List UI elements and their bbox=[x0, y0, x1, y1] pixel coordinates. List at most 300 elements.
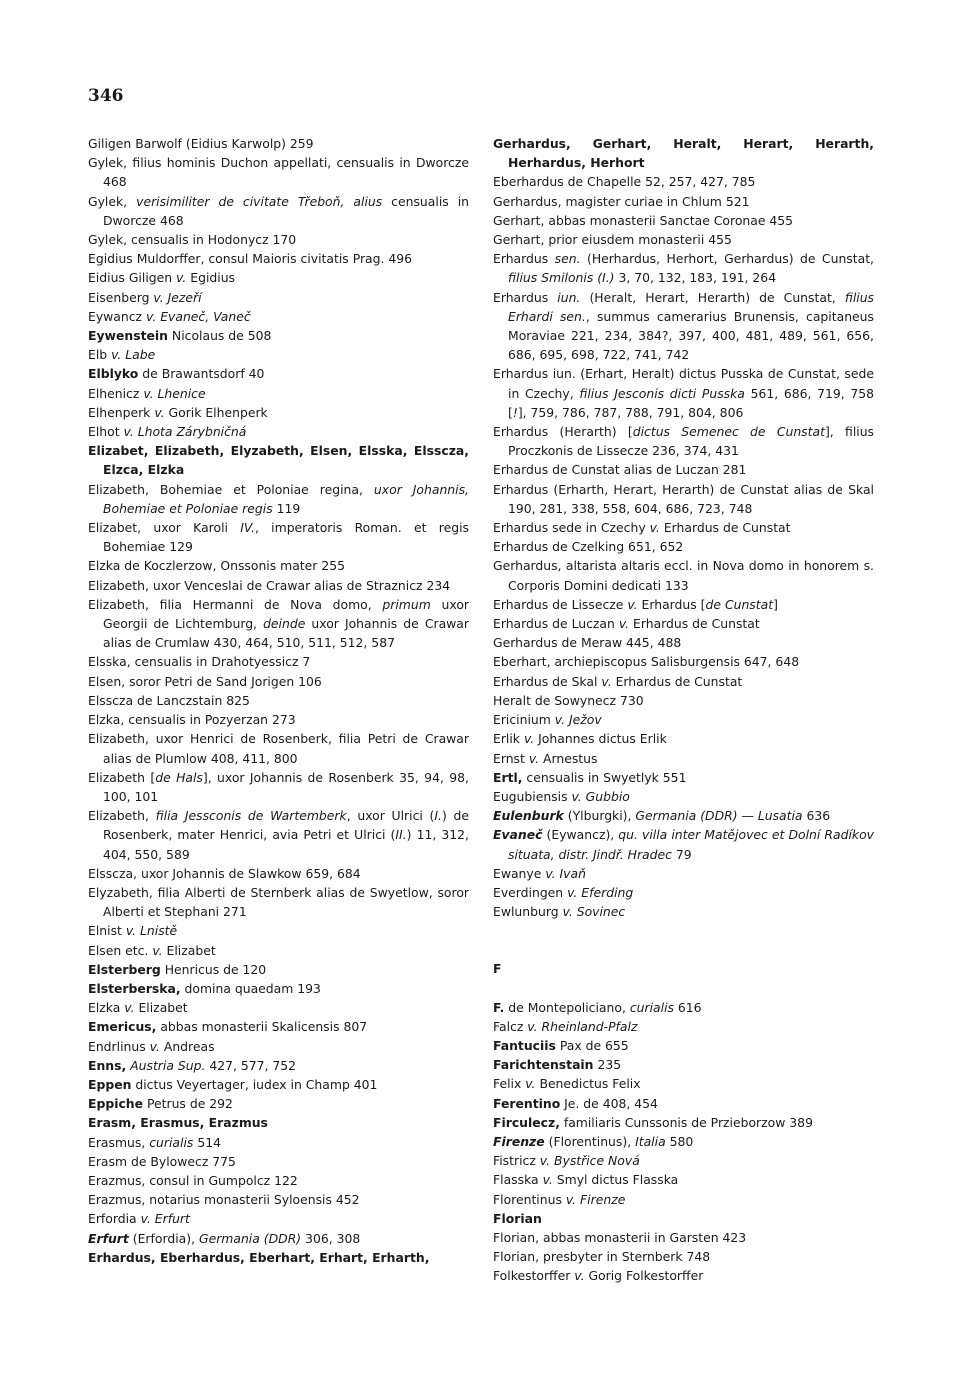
entry-text: (Herhardus, Herhort, Gerhardus) de Cunstat, bbox=[580, 251, 874, 267]
index-entry bbox=[493, 172, 874, 191]
entry-italic-text: v. Sovinec bbox=[562, 904, 626, 920]
entry-text: Elyzabeth, filia Alberti de Sternberk alias de Swyetlow, soror Alberti et Stephani 271 bbox=[88, 884, 469, 920]
entry-italic-text: v. Ježov bbox=[554, 712, 602, 728]
entry-text: Everdingen bbox=[493, 884, 568, 900]
entry-text: Endrlinus bbox=[88, 1038, 150, 1054]
entry-italic-text: v. Bystřice Nová bbox=[539, 1153, 640, 1169]
entry-text: Erhardus (Herarth) [ bbox=[493, 424, 633, 440]
index-entry bbox=[88, 672, 469, 691]
entry-italic-text: v. bbox=[525, 1076, 536, 1092]
entry-italic-text: filius Erhardi sen. bbox=[508, 289, 875, 324]
index-entry bbox=[493, 249, 874, 287]
entry-text: Erlik bbox=[493, 731, 524, 747]
entry-text: Petrus de 292 bbox=[143, 1096, 233, 1112]
index-entry bbox=[88, 441, 469, 479]
entry-text: Erasm de Bylowecz 775 bbox=[88, 1153, 236, 1169]
entry-text: Elhenperk bbox=[88, 404, 155, 420]
entry-text: Elizabet bbox=[162, 942, 216, 958]
entry-text: Gerhart, abbas monasterii Sanctae Coronae 455 bbox=[493, 212, 794, 228]
entry-text: Elsen etc. bbox=[88, 942, 153, 958]
entry-text: Elhot bbox=[88, 424, 124, 440]
entry-text: Nicolaus de 508 bbox=[167, 328, 272, 344]
index-entry bbox=[493, 518, 874, 537]
index-entry bbox=[88, 134, 469, 153]
entry-text: Gylek, filius hominis Duchon appellati, censualis in Dworcze 468 bbox=[88, 155, 469, 190]
entry-italic-text: v. Jezeří bbox=[153, 289, 202, 305]
index-entry bbox=[493, 864, 874, 883]
index-entry bbox=[88, 230, 469, 249]
entry-italic-text: v. Evaneč, Vaneč bbox=[146, 308, 251, 324]
index-entry bbox=[493, 1170, 874, 1189]
entry-italic-text: v. Lhota Zárybničná bbox=[123, 424, 247, 440]
entry-text: ], filius Proczkonis de Lissecze 236, 374, 431 bbox=[508, 424, 875, 459]
entry-headword: Elsterberska, bbox=[88, 980, 181, 996]
entry-text: Erazmus, consul in Gumpolcz 122 bbox=[88, 1172, 298, 1188]
index-entry bbox=[88, 1075, 469, 1094]
entry-text: (Florentinus), bbox=[544, 1133, 636, 1149]
index-entry bbox=[493, 1094, 874, 1113]
entry-text: Gorik Elhenperk bbox=[164, 404, 268, 420]
entry-italic-text: curialis bbox=[149, 1134, 194, 1150]
index-entry bbox=[493, 652, 874, 671]
entry-text: (Eywancz), bbox=[542, 827, 619, 843]
entry-text: , imperatoris Roman. et regis Bohemiae 129 bbox=[103, 520, 469, 555]
entry-text: Erhardus bbox=[493, 251, 555, 267]
entry-headword: Fantuciis bbox=[493, 1037, 556, 1053]
entry-text: Elzka de Koczlerzow, Onssonis mater 255 bbox=[88, 558, 345, 574]
entry-text: Eidius Giligen bbox=[88, 270, 177, 286]
entry-text: Erhardus de Czelking 651, 652 bbox=[493, 539, 684, 555]
entry-text: Elhenicz bbox=[88, 385, 144, 401]
entry-text: Elzka, censualis in Pozyerzan 273 bbox=[88, 712, 296, 728]
entry-text: Eberhart, archiepiscopus Salisburgensis 647, 648 bbox=[493, 654, 800, 670]
entry-headword: Eppen bbox=[88, 1076, 132, 1092]
entry-text: censualis in Dworcze 468 bbox=[103, 193, 469, 228]
entry-text: (Erfordia), bbox=[128, 1230, 199, 1246]
left-column bbox=[88, 134, 469, 1267]
entry-headword-wrapper bbox=[493, 808, 564, 823]
entry-text: 636 bbox=[802, 808, 831, 824]
entry-italic-text: primum bbox=[382, 596, 431, 612]
entry-italic-text: deinde bbox=[263, 616, 306, 632]
entry-text: Egidius Muldorffer, consul Maioris civitatis Prag. 496 bbox=[88, 251, 413, 267]
entry-headword: Ferentino bbox=[493, 1095, 561, 1111]
entry-text: Andreas bbox=[159, 1038, 215, 1054]
entry-headword: Erfurt bbox=[88, 1230, 129, 1246]
index-entry bbox=[88, 998, 469, 1017]
entry-text: Gerhardus de Meraw 445, 488 bbox=[493, 635, 682, 651]
entry-text: (Heralt, Herart, Herarth) de Cunstat, bbox=[580, 289, 845, 305]
entry-italic-text: curialis bbox=[629, 999, 674, 1015]
entry-text: Florian, abbas monasterii in Garsten 423 bbox=[493, 1229, 747, 1245]
index-entry bbox=[88, 1152, 469, 1171]
entry-headword: Eywenstein bbox=[88, 328, 168, 344]
index-entry bbox=[88, 384, 469, 403]
entry-headword: Eulenburk bbox=[493, 808, 564, 824]
entry-text: Gylek, bbox=[88, 193, 137, 209]
entry-italic-text: v. Ivaň bbox=[545, 865, 586, 881]
entry-text: Erhardus de Lissecze bbox=[493, 596, 628, 612]
index-entry bbox=[493, 1055, 874, 1074]
entry-text: Giligen Barwolf (Eidius Karwolp) 259 bbox=[88, 136, 314, 151]
index-entry bbox=[88, 864, 469, 883]
entry-italic-text: v. bbox=[601, 673, 612, 689]
entry-text: Johannes dictus Erlik bbox=[534, 731, 667, 747]
index-entry bbox=[493, 902, 874, 921]
index-entry bbox=[493, 1017, 874, 1036]
entry-text: Elizabeth, filia Hermanni de Nova domo, bbox=[88, 596, 383, 612]
index-entry bbox=[493, 595, 874, 614]
entry-text: 616 bbox=[673, 999, 702, 1015]
entry-text: Elsen, soror Petri de Sand Jorigen 106 bbox=[88, 673, 322, 689]
entry-text: Elsska, censualis in Drahotyessicz 7 bbox=[88, 654, 311, 670]
index-entry bbox=[88, 1056, 469, 1075]
entry-text: Smyl dictus Flasska bbox=[552, 1172, 679, 1188]
index-entry bbox=[493, 1228, 874, 1247]
index-entry bbox=[88, 1037, 469, 1056]
entry-text: Elizabeth, uxor Venceslai de Crawar alias de Straznicz 234 bbox=[88, 577, 451, 593]
entry-headword: Firenze bbox=[493, 1133, 545, 1149]
index-entry bbox=[493, 1113, 874, 1132]
entry-italic-text: verisimiliter de civitate Třeboň, alius bbox=[136, 193, 383, 209]
entry-text: 119 bbox=[272, 500, 301, 516]
index-entry bbox=[493, 614, 874, 633]
entry-text: Pax de 655 bbox=[555, 1037, 629, 1053]
index-entry bbox=[493, 672, 874, 691]
entry-italic-text: v. bbox=[152, 942, 163, 958]
entry-text: Elizabeth, Bohemiae et Poloniae regina, bbox=[88, 481, 374, 497]
entry-text: Elnist bbox=[88, 923, 126, 939]
index-entry bbox=[493, 537, 874, 556]
index-entry bbox=[493, 729, 874, 748]
index-entry bbox=[88, 345, 469, 364]
entry-text: Erhardus de Cunstat alias de Luczan 281 bbox=[493, 462, 747, 478]
index-entry bbox=[88, 1209, 469, 1228]
entry-text: Erhardus sede in Czechy bbox=[493, 520, 650, 536]
entry-italic-text: ! bbox=[512, 404, 518, 420]
entry-text: 306, 308 bbox=[301, 1230, 361, 1246]
entry-italic-text: Austria Sup. bbox=[130, 1057, 206, 1073]
entry-text: Florian, presbyter in Sternberk 748 bbox=[493, 1249, 711, 1265]
entry-text: Erhardus de Skal bbox=[493, 673, 602, 689]
entry-text: Egidius bbox=[186, 270, 236, 286]
entry-headword: Gerhardus, Gerhart, Heralt, Herart, Herarth, Herhardus, Herhort bbox=[493, 136, 874, 171]
entry-text: 427, 577, 752 bbox=[205, 1057, 297, 1073]
entry-text: Gylek, censualis in Hodonycz 170 bbox=[88, 232, 297, 248]
entry-text: Erhardus (Erharth, Herart, Herarth) de Cunstat alias de Skal 190, 281, 338, 558, 604, 686, 723, 748 bbox=[493, 481, 874, 516]
entry-text: Elizabet, uxor Karoli bbox=[88, 520, 241, 536]
entry-headword: Florian bbox=[493, 1210, 542, 1226]
entry-italic-text: filius Smilonis (I.) bbox=[508, 270, 615, 286]
index-entry bbox=[88, 364, 469, 383]
index-entry bbox=[493, 768, 874, 787]
entry-italic-text: qu. villa inter Matějovec et Dolní Radíkov situata, distr. Jindř. Hradec bbox=[508, 827, 874, 862]
entry-text: ], 759, 786, 787, 788, 791, 804, 806 bbox=[517, 404, 744, 420]
index-entry bbox=[88, 595, 469, 653]
entry-text: , uxor Ulrici ( bbox=[346, 808, 435, 824]
entry-headword-wrapper bbox=[493, 1134, 545, 1149]
entry-text: Folkestorffer bbox=[493, 1268, 575, 1284]
index-entry bbox=[88, 249, 469, 268]
entry-italic-text: IV. bbox=[240, 520, 255, 536]
entry-text: Elizabeth, uxor Henrici de Rosenberk, filia Petri de Crawar alias de Plumlow 408, 411, 800 bbox=[88, 731, 469, 766]
index-entry bbox=[88, 652, 469, 671]
entry-italic-text: v. Eferding bbox=[567, 884, 634, 900]
entry-headword: Eppiche bbox=[88, 1096, 144, 1112]
entry-text: uxor Johannis de Crawar alias de Crumlaw 430, 464, 510, 511, 512, 587 bbox=[103, 616, 469, 651]
index-entry bbox=[88, 326, 469, 345]
index-entry bbox=[493, 134, 874, 172]
entry-text: Erhardus de Cunstat bbox=[659, 520, 791, 536]
index-entry bbox=[493, 1266, 874, 1285]
index-entry bbox=[88, 1229, 469, 1248]
index-entry bbox=[88, 1171, 469, 1190]
index-entry bbox=[88, 729, 469, 767]
entry-text: de Montepoliciano, bbox=[504, 999, 630, 1015]
index-entry bbox=[493, 883, 874, 902]
entry-text: uxor Georgii de Lichtemburg, bbox=[103, 596, 469, 632]
entry-headword: Ertl, bbox=[493, 769, 523, 785]
entry-italic-text: dictus Semenec de Cunstat bbox=[632, 424, 825, 440]
entry-text: 3, 70, 132, 183, 191, 264 bbox=[614, 270, 777, 286]
entry-text: Erhardus bbox=[493, 289, 558, 305]
entry-text: Erhardus de Cunstat bbox=[611, 673, 743, 689]
entry-text: de Brawantsdorf 40 bbox=[138, 366, 265, 382]
index-entry bbox=[493, 691, 874, 710]
entry-headword-wrapper bbox=[493, 827, 542, 842]
index-entry bbox=[493, 633, 874, 652]
entry-text: Henricus de 120 bbox=[160, 961, 267, 977]
entry-text: dictus Veyertager, iudex in Champ 401 bbox=[131, 1076, 378, 1092]
page-number: 346 bbox=[88, 86, 124, 106]
right-column bbox=[493, 134, 874, 1286]
entry-italic-text: Germania (DDR) bbox=[198, 1230, 302, 1246]
entry-text: Eisenberg bbox=[88, 289, 154, 305]
entry-headword: Enns, bbox=[88, 1057, 127, 1073]
index-entry bbox=[88, 710, 469, 729]
entry-text: 580 bbox=[665, 1133, 694, 1149]
entry-headword: Farichtenstain bbox=[493, 1057, 594, 1073]
entry-headword: Firculecz, bbox=[493, 1114, 560, 1130]
entry-italic-text: v. Lnistě bbox=[125, 923, 178, 939]
entry-text: , summus camerarius Brunensis, capitaneus Moraviae 221, 234, 384?, 397, 400, 481, 489, 561, 656, 686, 695, 698, 722, 741, 742 bbox=[508, 308, 874, 363]
entry-italic-text: uxor Johannis, Bohemiae et Poloniae regis bbox=[103, 481, 469, 516]
index-entry bbox=[88, 307, 469, 326]
index-entry bbox=[493, 710, 874, 729]
index-entry bbox=[88, 153, 469, 191]
entry-text: Eberhardus de Chapelle 52, 257, 427, 785 bbox=[493, 174, 756, 190]
entry-italic-text: iun. bbox=[557, 289, 581, 305]
entry-text: Erasmus, bbox=[88, 1134, 150, 1150]
index-entry bbox=[493, 1036, 874, 1055]
entry-headword: Emericus, bbox=[88, 1019, 157, 1035]
section-letter-heading: F bbox=[493, 961, 502, 977]
index-entry bbox=[493, 1132, 874, 1151]
entry-italic-text: de Cunstat bbox=[705, 596, 774, 612]
entry-text: Ericinium bbox=[493, 712, 555, 728]
index-entry bbox=[493, 230, 874, 249]
entry-text: Falcz bbox=[493, 1018, 528, 1034]
index-entry bbox=[493, 1151, 874, 1170]
index-entry bbox=[493, 192, 874, 211]
index-entry bbox=[88, 921, 469, 940]
entry-text: Gerhardus, altarista altaris eccl. in Nova domo in honorem s. Corporis Domini dedicati 133 bbox=[493, 558, 874, 593]
entry-italic-text: v. bbox=[149, 1038, 160, 1054]
index-entry bbox=[88, 960, 469, 979]
index-entry bbox=[493, 556, 874, 594]
index-entry bbox=[88, 806, 469, 864]
index-entry bbox=[88, 556, 469, 575]
entry-italic-text: v. bbox=[618, 616, 630, 632]
entry-italic-text: v. bbox=[574, 1268, 585, 1284]
entry-italic-text: v. Gubbio bbox=[571, 788, 630, 804]
entry-italic-text: v. Erfurt bbox=[140, 1211, 190, 1227]
index-entry bbox=[493, 364, 874, 422]
entry-text: Erhardus [ bbox=[637, 596, 706, 612]
entry-text: domina quaedam 193 bbox=[180, 980, 321, 996]
index-entry bbox=[88, 1017, 469, 1036]
entry-text: Gerhardus, magister curiae in Chlum 521 bbox=[493, 193, 750, 209]
entry-italic-text: de Hals bbox=[155, 769, 203, 785]
entry-text: Florentinus bbox=[493, 1191, 566, 1207]
index-entry bbox=[88, 1113, 469, 1132]
entry-headword: Elsterberg bbox=[88, 961, 161, 977]
entry-text: Elizabet bbox=[134, 1000, 188, 1016]
entry-text: Erazmus, notarius monasterii Syloensis 452 bbox=[88, 1192, 360, 1208]
index-entry bbox=[88, 422, 469, 441]
entry-text: Ernst bbox=[493, 750, 529, 766]
index-entry bbox=[493, 825, 874, 863]
entry-text: 235 bbox=[593, 1057, 622, 1073]
index-entry bbox=[88, 288, 469, 307]
entry-italic-text: v. bbox=[176, 270, 187, 286]
index-entry bbox=[493, 1074, 874, 1093]
entry-text: Felix bbox=[493, 1076, 526, 1092]
index-entry bbox=[88, 192, 469, 230]
entry-text: Elizabeth [ bbox=[88, 769, 156, 785]
entry-italic-text: filia Jessconis de Wartemberk bbox=[155, 808, 347, 824]
index-entry bbox=[88, 979, 469, 998]
entry-italic-text: Germania (DDR) — Lusatia bbox=[635, 808, 803, 824]
index-entry bbox=[493, 749, 874, 768]
index-entry bbox=[88, 1190, 469, 1209]
entry-text: Ewlunburg bbox=[493, 904, 563, 920]
index-entry bbox=[88, 883, 469, 921]
entry-italic-text: v. Labe bbox=[111, 347, 156, 363]
entry-text: Gerhart, prior eiusdem monasterii 455 bbox=[493, 232, 732, 248]
entry-text: Elzka bbox=[88, 1000, 125, 1016]
entry-text: Eywancz bbox=[88, 308, 146, 324]
entry-text: Erhardus iun. (Erhart, Heralt) dictus Pusska de Cunstat, sede in Czechy, bbox=[493, 366, 874, 401]
entry-italic-text: v. bbox=[649, 520, 660, 536]
entry-headword: Erhardus, Eberhardus, Eberhart, Erhart, Erharth, bbox=[88, 1249, 430, 1265]
index-entry bbox=[493, 422, 874, 460]
entry-headword: Elblyko bbox=[88, 366, 139, 382]
index-entry bbox=[88, 691, 469, 710]
index-entry bbox=[88, 941, 469, 960]
entry-text: Elb bbox=[88, 347, 112, 363]
entry-italic-text: v. bbox=[528, 750, 540, 766]
entry-headword: F. bbox=[493, 999, 505, 1015]
entry-italic-text: v. Lhenice bbox=[143, 385, 206, 401]
index-entry bbox=[493, 460, 874, 479]
entry-text: Ewanye bbox=[493, 865, 546, 881]
entry-text: ] bbox=[773, 596, 778, 612]
index-entry bbox=[493, 211, 874, 230]
index-entry bbox=[88, 1094, 469, 1113]
entry-text: censualis in Swyetlyk 551 bbox=[522, 769, 687, 785]
index-entry bbox=[493, 787, 874, 806]
entry-text: abbas monasterii Skalicensis 807 bbox=[156, 1019, 368, 1035]
entry-headword: Elizabet, Elizabeth, Elyzabeth, Elsen, Elsska, Elsscza, Elzca, Elzka bbox=[88, 443, 469, 478]
entry-italic-text: v. bbox=[523, 731, 535, 747]
entry-italic-text: v. bbox=[542, 1172, 553, 1188]
entry-italic-text: v. bbox=[627, 596, 638, 612]
entry-text: ) 11, 312, 404, 550, 589 bbox=[103, 827, 469, 862]
index-entry bbox=[493, 288, 874, 365]
entry-text: Benedictus Felix bbox=[535, 1076, 641, 1092]
entry-italic-text: v. Firenze bbox=[565, 1191, 626, 1207]
entry-italic-text: I. bbox=[434, 808, 442, 824]
entry-headword-wrapper bbox=[88, 1231, 129, 1246]
index-entry bbox=[493, 1190, 874, 1209]
index-entry bbox=[88, 1133, 469, 1152]
entry-text: Eugubiensis bbox=[493, 788, 572, 804]
entry-headword: Erasm, Erasmus, Erazmus bbox=[88, 1115, 268, 1131]
index-entry bbox=[88, 518, 469, 556]
entry-text: Elizabeth, bbox=[88, 808, 156, 824]
entry-text: 79 bbox=[671, 846, 692, 862]
entry-text: (Ylburgki), bbox=[563, 808, 636, 824]
index-entry bbox=[493, 998, 874, 1017]
index-entry bbox=[493, 1247, 874, 1266]
entry-text: ) de Rosenberk, mater Henrici, avia Petri et Ulrici ( bbox=[103, 808, 470, 843]
entry-text: Erfordia bbox=[88, 1211, 141, 1227]
entry-text: Erhardus de Luczan bbox=[493, 616, 619, 632]
entry-text: Fistricz bbox=[493, 1153, 540, 1169]
entry-text: Je. de 408, 454 bbox=[560, 1095, 658, 1111]
index-entry bbox=[88, 480, 469, 518]
entry-text: Heralt de Sowynecz 730 bbox=[493, 692, 644, 708]
entry-italic-text: v. Rheinland-Pfalz bbox=[527, 1018, 638, 1034]
entry-text: 514 bbox=[193, 1134, 221, 1150]
entry-text: 561, 686, 719, 758 [ bbox=[508, 385, 874, 420]
entry-italic-text: v. bbox=[154, 404, 165, 420]
index-entry bbox=[493, 1209, 874, 1228]
entry-text: Erhardus de Cunstat bbox=[629, 616, 760, 632]
index-entry bbox=[493, 806, 874, 825]
index-entry bbox=[88, 1248, 469, 1267]
entry-text: familiaris Cunssonis de Przieborzow 389 bbox=[559, 1114, 813, 1130]
index-entry bbox=[88, 576, 469, 595]
entry-text: Flasska bbox=[493, 1172, 543, 1188]
entry-text: Elsscza de Lanczstain 825 bbox=[88, 692, 250, 708]
index-entry bbox=[88, 268, 469, 287]
index-entry bbox=[493, 480, 874, 518]
entry-text: Arnestus bbox=[539, 750, 598, 766]
index-entry bbox=[88, 403, 469, 422]
entry-text: Elsscza, uxor Johannis de Slawkow 659, 684 bbox=[88, 865, 361, 881]
entry-italic-text: sen. bbox=[554, 251, 581, 267]
entry-italic-text: filius Jesconis dicti Pusska bbox=[579, 385, 745, 401]
entry-text: Gorig Folkestorffer bbox=[584, 1268, 704, 1284]
entry-italic-text: v. bbox=[124, 1000, 135, 1016]
entry-headword: Evaneč bbox=[493, 827, 543, 843]
index-entry bbox=[88, 768, 469, 806]
entry-italic-text: Italia bbox=[635, 1133, 666, 1149]
entry-text: ], uxor Johannis de Rosenberk 35, 94, 98, 100, 101 bbox=[103, 769, 469, 804]
entry-italic-text: II. bbox=[395, 827, 407, 843]
